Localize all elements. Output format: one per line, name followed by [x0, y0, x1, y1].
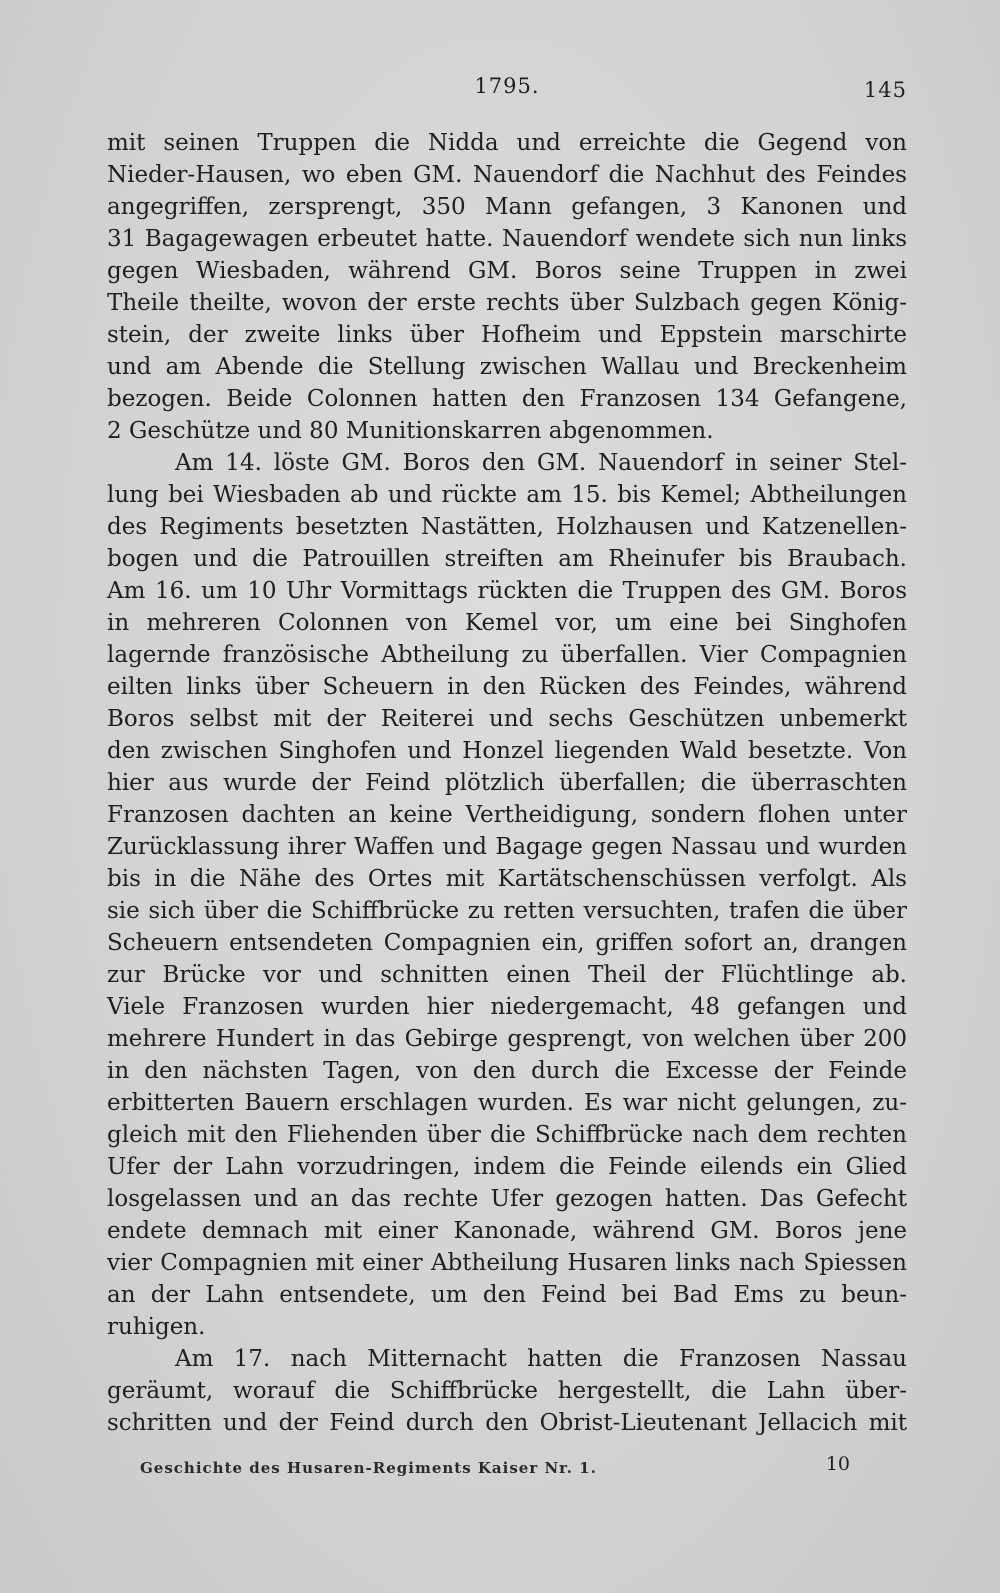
text-line: 31 Bagagewagen erbeutet hatte. Nauendorf wendete sich nun links	[107, 226, 907, 252]
text-line: hier aus wurde der Feind plötzlich überfallen; die überraschten	[107, 770, 907, 796]
text-line: 2 Geschütze und 80 Munitionskarren abgenommen.	[107, 418, 714, 444]
text-line: angegriffen, zersprengt, 350 Mann gefangen, 3 Kanonen und	[107, 194, 907, 220]
text-line: Am 17. nach Mitternacht hatten die Franzosen Nassau	[175, 1346, 907, 1372]
text-line: Am 14. löste GM. Boros den GM. Nauendorf in seiner Stel-	[175, 450, 907, 476]
text-line: losgelassen und an das rechte Ufer gezogen hatten. Das Gefecht	[107, 1186, 907, 1212]
text-line: Nieder-Hausen, wo eben GM. Nauendorf die Nachhut des Feindes	[107, 162, 907, 188]
text-line: Boros selbst mit der Reiterei und sechs Geschützen unbemerkt	[107, 706, 907, 732]
text-line: in mehreren Colonnen von Kemel vor, um eine bei Singhofen	[107, 610, 907, 636]
text-line: sie sich über die Schiffbrücke zu retten versuchten, trafen die über	[107, 898, 907, 924]
running-head	[107, 70, 907, 110]
text-line: Viele Franzosen wurden hier niedergemacht, 48 gefangen und	[107, 994, 907, 1020]
text-line: bezogen. Beide Colonnen hatten den Franzosen 134 Gefangene,	[107, 386, 907, 412]
text-line: geräumt, worauf die Schiffbrücke hergestellt, die Lahn über-	[107, 1378, 907, 1404]
text-line: und am Abende die Stellung zwischen Wallau und Breckenheim	[107, 354, 907, 380]
text-line: ruhigen.	[107, 1314, 206, 1340]
text-line: Am 16. um 10 Uhr Vormittags rückten die Truppen des GM. Boros	[107, 578, 907, 604]
text-line: mehrere Hundert in das Gebirge gesprengt, von welchen über 200	[107, 1026, 907, 1052]
text-line: Zurücklassung ihrer Waffen und Bagage gegen Nassau und wurden	[107, 834, 907, 860]
text-line: stein, der zweite links über Hofheim und Eppstein marschirte	[107, 322, 907, 348]
page-number: 145	[863, 78, 907, 102]
text-line: des Regiments besetzten Nastätten, Holzhausen und Katzenellen-	[107, 514, 907, 540]
text-line: in den nächsten Tagen, von den durch die Excesse der Feinde	[107, 1058, 907, 1084]
text-line: bogen und die Patrouillen streiften am Rheinufer bis Braubach.	[107, 546, 907, 572]
text-line: Scheuern entsendeten Compagnien ein, griffen sofort an, drangen	[107, 930, 907, 956]
header-year: 1795.	[474, 74, 540, 98]
text-line: eilten links über Scheuern in den Rücken des Feindes, während	[107, 674, 907, 700]
text-line: gegen Wiesbaden, während GM. Boros seine Truppen in zwei	[107, 258, 907, 284]
text-line: lung bei Wiesbaden ab und rückte am 15. bis Kemel; Abtheilungen	[107, 482, 907, 508]
text-line: endete demnach mit einer Kanonade, während GM. Boros jene	[107, 1218, 907, 1244]
body-text	[107, 127, 907, 1439]
text-line: den zwischen Singhofen und Honzel liegenden Wald besetzte. Von	[107, 738, 907, 764]
text-line: an der Lahn entsendete, um den Feind bei Bad Ems zu beun-	[107, 1282, 907, 1308]
text-line: Franzosen dachten an keine Vertheidigung, sondern flohen unter	[107, 802, 907, 828]
text-line: mit seinen Truppen die Nidda und erreichte die Gegend von	[107, 130, 907, 156]
text-line: vier Compagnien mit einer Abtheilung Husaren links nach Spiessen	[107, 1250, 907, 1276]
text-line: bis in die Nähe des Ortes mit Kartätschenschüssen verfolgt. Als	[107, 866, 907, 892]
text-line: lagernde französische Abtheilung zu überfallen. Vier Compagnien	[107, 642, 907, 668]
text-line: zur Brücke vor und schnitten einen Theil der Flüchtlinge ab.	[107, 962, 907, 988]
page-footer	[140, 1453, 850, 1483]
text-line: gleich mit den Fliehenden über die Schiffbrücke nach dem rechten	[107, 1122, 907, 1148]
text-line: Ufer der Lahn vorzudringen, indem die Feinde eilends ein Glied	[107, 1154, 907, 1180]
text-line: Theile theilte, wovon der erste rechts über Sulzbach gegen König-	[107, 290, 907, 316]
signature-mark: 10	[825, 1453, 850, 1475]
footer-book-title: Geschichte des Husaren-Regiments Kaiser Nr. 1.	[140, 1459, 597, 1477]
text-line: schritten und der Feind durch den Obrist-Lieutenant Jellacich mit	[107, 1410, 907, 1436]
text-line: erbitterten Bauern erschlagen wurden. Es war nicht gelungen, zu-	[107, 1090, 907, 1116]
